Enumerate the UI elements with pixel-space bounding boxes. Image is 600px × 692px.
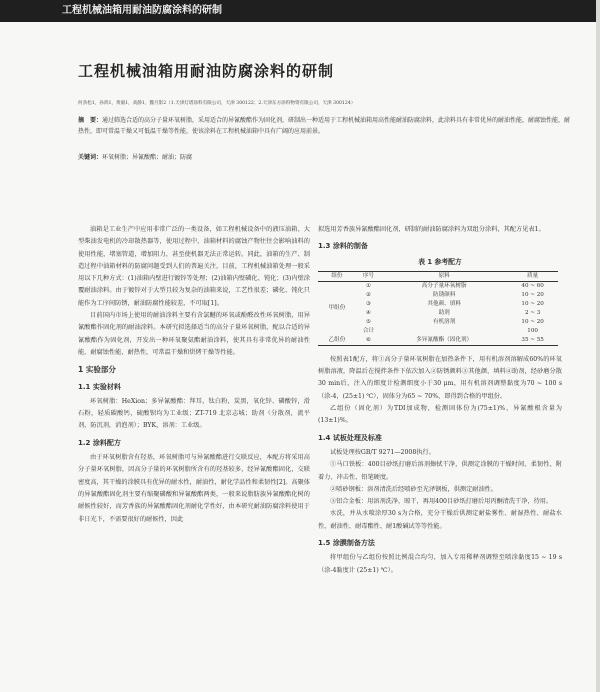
materials-paragraph: 环氧树脂：HeXion；多异氰酸酯：拜耳，钛白粉，炭黑，氧化锌、磷酸锌，滑石粉，轻质碳酸钙，硫酸钡均为工业级；ZT-719 北京志城；助剂（分散剂，流平剂，防沉剂，消泡剂）；BYK，溶剂：工业级。 xyxy=(78,397,310,430)
table-cell: 10 ~ 20 xyxy=(521,318,544,325)
table-cell: 多异氰酸酯（固化剂） xyxy=(381,336,507,346)
table-header: 质量 xyxy=(507,271,558,281)
subsection-heading: 1.5 涂膜制备方法 xyxy=(318,539,375,548)
keywords-label: 关键词： xyxy=(78,154,103,161)
table-header: 组份 xyxy=(318,271,356,281)
test-panel-paragraph: ①马口铁板：400目砂纸打磨后溶剂擦拭干净，供测定涂膜的干燥时间、柔韧性、附着力、冲击性、铅笔硬度。 xyxy=(318,461,562,481)
abstract-text: 通过筛选合适的高分子量环氧树脂，采用适合的异氰酸酯作为固化剂，研制出一种适用于工程机械油箱用高性能耐油防腐涂料，此涂料具有非常优异的耐油性能，耐腐蚀性能，耐热性，即可常温干燥又可低温干燥等性能，使该涂料在工程机械油箱中具有广阔的应用前景。 xyxy=(78,117,571,135)
table-cell: 防锈颜料 xyxy=(432,291,456,298)
right-column xyxy=(318,224,562,577)
article-authors: 何劲松1，孙鸿1，黄毅1，高静1，魏月影2（1.天津灯塔涂料有限公司，天津 300122；2.天津东方涂料物资有限公司，天津 300124） xyxy=(78,101,356,106)
table-cell: ⑤ xyxy=(365,318,371,325)
table-cell: 40 ~ 60 xyxy=(521,282,544,289)
table-cell: 其他颜、填料 xyxy=(427,300,461,307)
section-heading: 1 实验部分 xyxy=(78,365,116,375)
table-cell xyxy=(381,327,507,336)
intro-paragraph: 油箱是工业生产中应用非常广泛的一类设备，如工程机械设备中的液压油箱、大型柴油发电机的冷却散热器等，使用过程中，油箱材料的腐蚀产物往往会影响油料的使用性能，堵塞管道，增加阻力，甚至使机器无法正常运转。同此，油箱的生产、制造过程中油箱材料的防腐问题受到人们的普遍关注，目前，工程机械油箱处理一般采用以下几种方式：(1)油箱内壁进行镀锌等处理；(2)油箱内壁磷化、钝化；(3)内壁涂覆耐油涂料。由于镀锌对于大型且较为复杂的油箱来说，工艺性很差；磷化、钝化只能作为工序间防锈，耐油防腐性能较差，不可取[1]。 xyxy=(78,226,310,307)
test-standard-paragraph: 试板处理按GB/T 9271—2008执行。 xyxy=(330,448,435,456)
running-header: 工程机械油箱用耐油防腐涂料的研制 xyxy=(0,0,600,22)
table-row xyxy=(318,281,558,291)
abstract xyxy=(78,115,573,137)
keywords-text: 环氧树脂；异氰酸酯；耐油；防腐 xyxy=(102,154,193,161)
subsection-heading: 1.4 试板处理及标准 xyxy=(318,433,382,442)
table-cell: 100 xyxy=(527,327,538,334)
test-panel-paragraph: ③铝合金板：用溶剂洗净，晾干，再用400目砂纸打磨后用丙酮清洗干净，待用。 xyxy=(330,498,553,506)
table-header: 序号 xyxy=(356,271,381,281)
table-cell: 10 ~ 20 xyxy=(521,291,544,298)
part-b-paragraph: 乙组份（固化剂）为TDI加成物，检测固体份为(75±1)%，异氰酸根含量为(13±1)%。 xyxy=(318,405,562,425)
page-edge xyxy=(596,0,600,692)
table-cell: ⑥ xyxy=(356,336,381,346)
table-cell: 助剂 xyxy=(438,309,450,316)
subsection-heading: 1.3 涂料的制备 xyxy=(318,242,368,251)
table-row xyxy=(318,336,558,346)
group-a-label: 甲组份 xyxy=(328,305,346,312)
table-cell: 有机溶剂 xyxy=(432,318,456,325)
prep-paragraph: 按照表1配方，将①高分子量环氧树脂在加热条件下，用有机溶剂溶解成60%的环氧树脂溶液，降温后在搅拌条件下依次加入②防锈颜料③其他颜、填料④助剂，经砂磨分散30 min后，注入的细度计检测细度小于30 μm，用有机溶剂调整黏度为70 ~ 100 s（涂-4，(25±1) ℃），固体分为65 ~ 70%，即得到合格的甲组份。 xyxy=(318,355,562,400)
recipe-table xyxy=(318,271,558,346)
table-header-row xyxy=(318,271,558,281)
table-cell: 35 ~ 55 xyxy=(507,336,558,346)
subsection-heading: 1.1 实验材料 xyxy=(78,382,121,391)
test-panel-paragraph: ②喷砂钢板：溶剂清洗后经喷砂至光泽钢板，供测定耐油性。 xyxy=(330,485,498,493)
test-panel-paragraph: 水洗，并从水喷涂厚30 s为合格，充分干燥后供测定耐盐雾性、耐湿热性、耐盐水性、耐油性、耐毒酯性、耐1酸碱试等等性能。 xyxy=(318,510,562,530)
table-cell: ④ xyxy=(365,309,371,316)
table-cell: 高分子量环氧树脂 xyxy=(421,282,467,289)
left-column xyxy=(78,224,310,526)
table-header: 原料 xyxy=(381,271,507,281)
table-cell: ① xyxy=(365,282,371,289)
table-cell: ② xyxy=(365,291,371,298)
table-cell: 2 ~ 3 xyxy=(524,309,541,316)
keywords xyxy=(78,152,573,161)
subsection-heading: 1.2 涂料配方 xyxy=(78,438,121,447)
group-b-label: 乙组份 xyxy=(318,336,356,346)
table-cell: 合计 xyxy=(362,327,375,334)
table-cell: ③ xyxy=(365,300,371,307)
abstract-label: 摘 要： xyxy=(78,117,103,124)
table-title: 表 1 参考配方 xyxy=(418,257,462,266)
coating-paragraph: 将甲组份与乙组份按照比例混合均匀，加入专用稀释剂调整至喷涂黏度15 ~ 19 s（涂-4黏度计 (25±1) ℃）。 xyxy=(318,554,562,574)
article-title: 工程机械油箱用耐油防腐涂料的研制 xyxy=(78,62,335,80)
intro-paragraph-2: 目前国内市场上使用的耐油涂料主要有含氯醚的环氧或酚醛改性环氧树脂，用异氰酸酯作固化剂的耐油涂料。本研究拟选择适当的高分子量环氧树脂，配以合适的异氰酸酯作为固化剂，开发出一种环氧聚氨酯耐油涂料，使其具有非常优异的耐油性能，耐腐蚀性能，耐热性，可常温干燥和烘烤干燥等性能。 xyxy=(78,312,310,356)
formula-paragraph: 由于环氧树脂含有羟基，环氧树脂可与异氰酸酯进行交联反应，本配方将采用高分子量环氧树脂，因高分子量的环氧树脂所含有的羟基较多，经异氰酸酯固化，交联密度高，其干燥的涂膜具有优异的耐水性，耐油性，耐化学品性和柔韧性[2]。高聚体的异氰酸酯固化剂主要有缩聚磷酸和异氰酸酯两类，一般来说脂肪族异氰酸酯化树的耐候性较好，而芳香族的异氰酸酯固化剂耐化学性好，由本研究耐油防腐涂料使用于非日光下，不需要很好的耐候性，因此 xyxy=(78,454,310,523)
table-cell: 10 ~ 20 xyxy=(521,300,544,307)
formula-intro: 拟选用芳香族异氰酸酯固化剂，研制的耐油防腐涂料为双组分涂料，其配方见表1。 xyxy=(318,226,545,233)
